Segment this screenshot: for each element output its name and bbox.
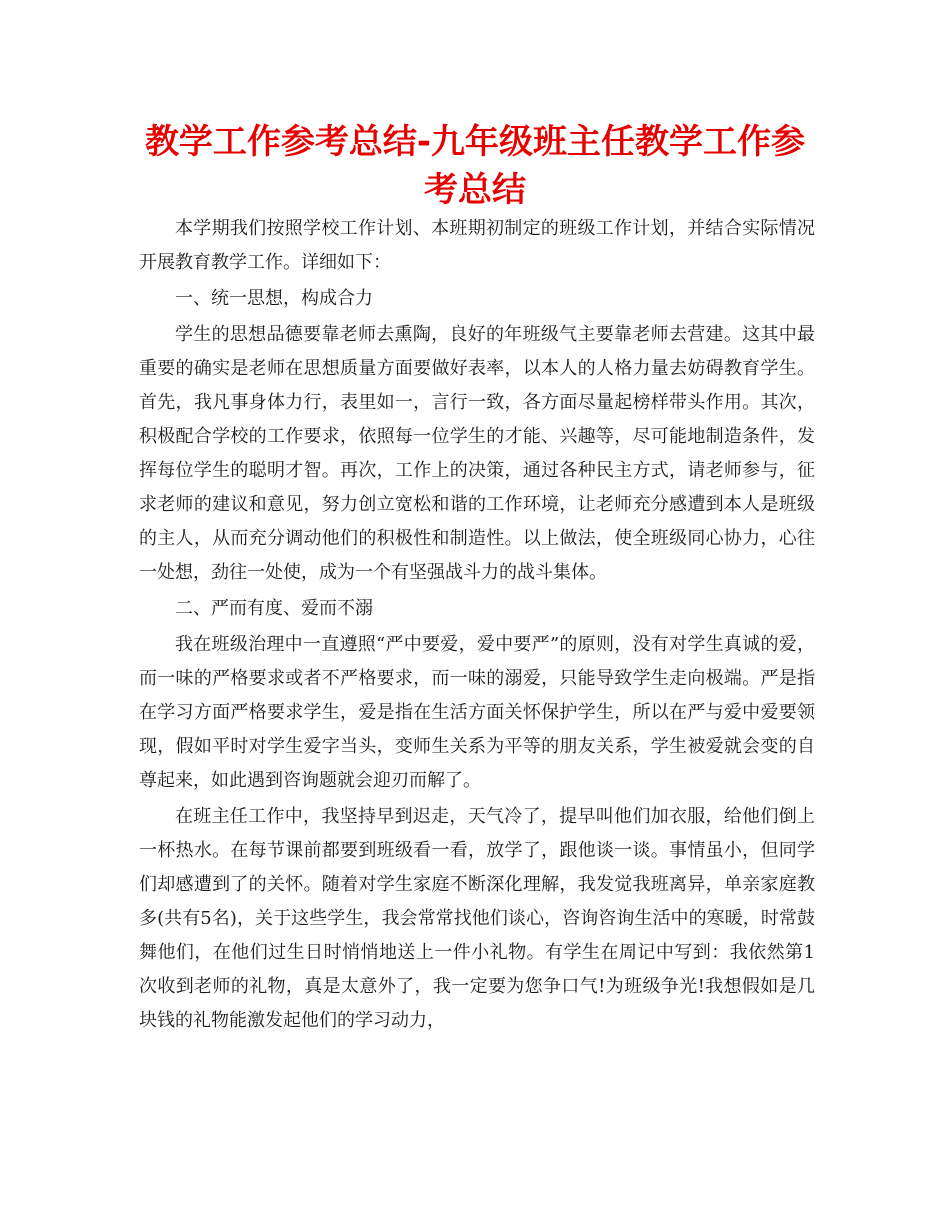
paragraph-section-2-continued: 在班主任工作中，我坚持早到迟走，天气冷了，提早叫他们加衣服，给他们倒上一杯热水。在每节课前都要到班级看一看，放学了，跟他谈一谈。事情虽小，但同学们却感遭到了的关怀。随着对学生家庭不断深化理解，我发觉我班离异，单亲家庭教多(共有5名)，关于这些学生，我会常常找他们谈心，咨询咨询生活中的寒暖，时常鼓舞他们，在他们过生日时悄悄地送上一件小礼物。有学生在周记中写到：我依然第1次收到老师的礼物，真是太意外了，我一定要为您争口气!为班级争光!我想假如是几块钱的礼物能激发起他们的学习动力， (139, 806, 815, 1031)
section-heading-1: 一、统一思想，构成合力 (175, 288, 373, 309)
paragraph-section-2: 我在班级治理中一直遵照“严中要爱，爱中要严”的原则，没有对学生真诚的爱，而一味的严格要求或者不严格要求，而一味的溺爱，只能导致学生走向极端。严是指在学习方面严格要求学生，爱是指在生活方面关怀保护学生，所以在严与爱中爱要领现，假如平时对学生爱字当头，变师生关系为平等的朋友关系，学生被爱就会变的自尊起来，如此遇到咨询题就会迎刃而解了。 (139, 634, 815, 791)
document-title: 教学工作参考总结-九年级班主任教学工作参考总结 (144, 122, 806, 210)
paragraph-section-1: 学生的思想品德要靠老师去熏陶，良好的年班级气主要靠老师去营建。这其中最重要的确实是老师在思想质量方面要做好表率，以本人的人格力量去妨碍教育学生。首先，我凡事身体力行，表里如一，言行一致，各方面尽量起榜样带头作用。其次，积极配合学校的工作要求，依照每一位学生的才能、兴趣等，尽可能地制造条件，发挥每位学生的聪明才智。再次，工作上的决策，通过各种民主方式，请老师参与，征求老师的建议和意见，努力创立宽松和谐的工作环境，让老师充分感遭到本人是班级的主人，从而充分调动他们的积极性和制造性。以上做法，使全班级同心协力，心往一处想，劲往一处使，成为一个有坚强战斗力的战斗集体。 (139, 324, 815, 583)
section-heading-2: 二、严而有度、爱而不溺 (175, 598, 373, 619)
paragraph-intro: 本学期我们按照学校工作计划、本班期初制定的班级工作计划，并结合实际情况开展教育教学工作。详细如下： (139, 218, 815, 273)
document-body (139, 212, 815, 1040)
